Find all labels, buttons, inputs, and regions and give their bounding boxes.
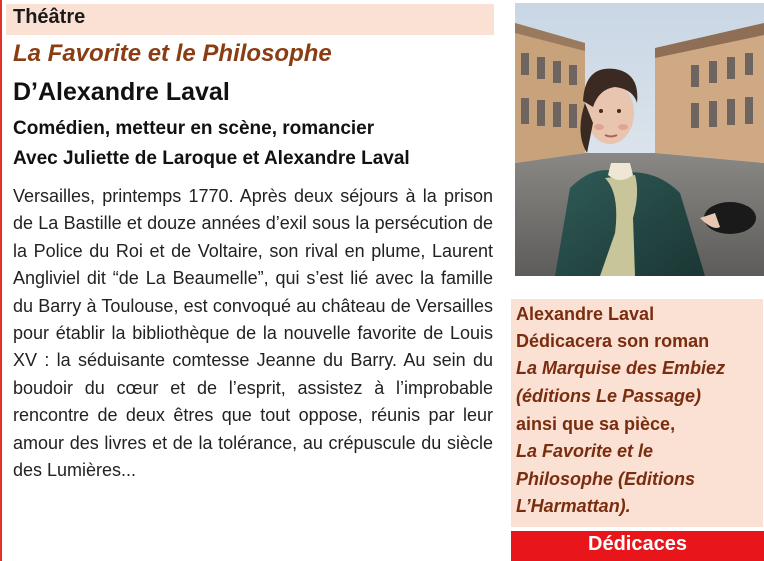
author-roles: Comédien, metteur en scène, romancier — [13, 118, 375, 139]
play-title: La Favorite et le Philosophe — [13, 40, 332, 67]
portrait-image — [515, 3, 764, 276]
dedications-label: Dédicaces — [588, 533, 687, 555]
left-accent-rule — [0, 0, 2, 561]
play-publisher: L’Harmattan). — [516, 496, 631, 516]
play-title-sidebar: Philosophe (Editions — [516, 469, 695, 489]
author-heading: D’Alexandre Laval — [13, 78, 230, 106]
signing-line: ainsi que sa pièce, — [516, 414, 676, 434]
signing-line: Dédicacera son roman — [516, 331, 710, 351]
cast-line: Avec Juliette de Laroque et Alexandre Laval — [13, 148, 410, 169]
synopsis-text: Versailles, printemps 1770. Après deux séjours à la prison de La Bastille et douze années d’exil sous la persécution de la Police du Roi et de Voltaire, son rival en plume, Laurent Angliviel dit “de La Beaumelle”, qui s’est lié avec la famille du Barry à Toulouse, est convoqué au château de Versailles pour établir la bibliothèque de la nouvelle favorite de Louis XV : la séduisante comtesse Jeanne du Barry. Au sein du boudoir du cœur et de l’esprit, assistez à l’improbable rencontre de deux êtres que tout oppose, réunis par leur amour des livres et de la tolérance, au crépuscule du siècle des Lumières... — [13, 186, 493, 481]
author-photo — [515, 3, 764, 276]
play-title-sidebar: La Favorite et le — [516, 441, 654, 461]
novel-title: La Marquise des Embiez — [516, 358, 726, 378]
category-label: Théâtre — [13, 6, 86, 28]
novel-publisher: (éditions Le Passage) — [516, 386, 702, 406]
signing-author-name: Alexandre Laval — [516, 304, 655, 324]
